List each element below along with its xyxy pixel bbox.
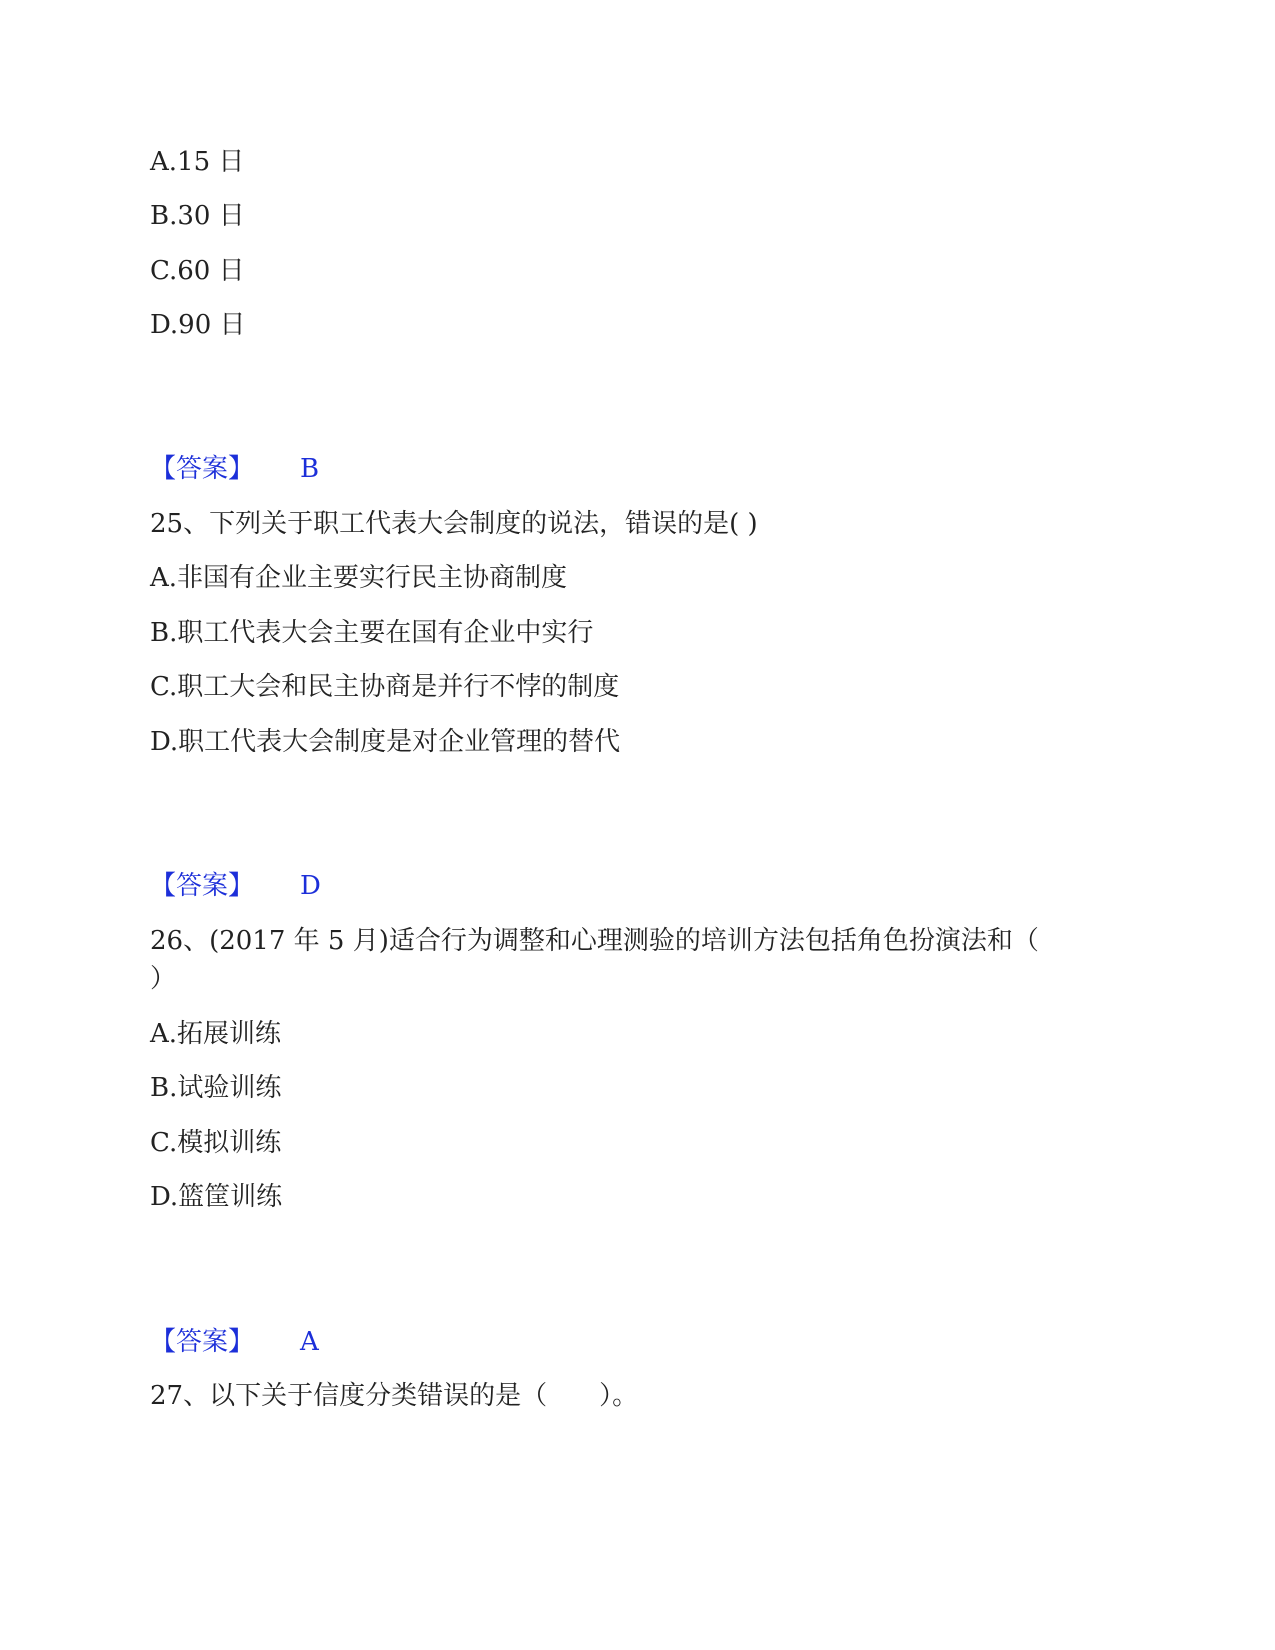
answer-tag: 【答案】 bbox=[150, 1327, 255, 1357]
question-stem-continued: ） bbox=[150, 964, 177, 994]
answer-value: A bbox=[300, 1327, 319, 1357]
answer-value: B bbox=[300, 454, 320, 484]
option-b: B.试验训练 bbox=[150, 1073, 282, 1103]
option-d: D.90 日 bbox=[150, 310, 246, 340]
answer-value: D bbox=[300, 871, 321, 901]
question-stem: 27、以下关于信度分类错误的是（ ）。 bbox=[150, 1381, 639, 1411]
option-d: D.职工代表大会制度是对企业管理的替代 bbox=[150, 727, 621, 757]
answer-line bbox=[150, 1326, 319, 1358]
option-c: C.60 日 bbox=[150, 256, 245, 286]
answer-line bbox=[150, 453, 319, 485]
question-stem: 25、下列关于职工代表大会制度的说法，错误的是( ) bbox=[150, 509, 758, 539]
option-c: C.模拟训练 bbox=[150, 1128, 282, 1158]
option-d: D.篮筐训练 bbox=[150, 1182, 283, 1212]
question-stem: 26、(2017 年 5 月)适合行为调整和心理测验的培训方法包括角色扮演法和（ bbox=[150, 926, 1039, 956]
option-a: A.非国有企业主要实行民主协商制度 bbox=[150, 563, 568, 593]
option-a: A.15 日 bbox=[150, 147, 245, 177]
answer-tag: 【答案】 bbox=[150, 871, 255, 901]
option-c: C.职工大会和民主协商是并行不悖的制度 bbox=[150, 672, 620, 702]
answer-line bbox=[150, 870, 321, 902]
option-b: B.职工代表大会主要在国有企业中实行 bbox=[150, 618, 594, 648]
answer-tag: 【答案】 bbox=[150, 454, 255, 484]
option-b: B.30 日 bbox=[150, 201, 245, 231]
option-a: A.拓展训练 bbox=[150, 1019, 282, 1049]
